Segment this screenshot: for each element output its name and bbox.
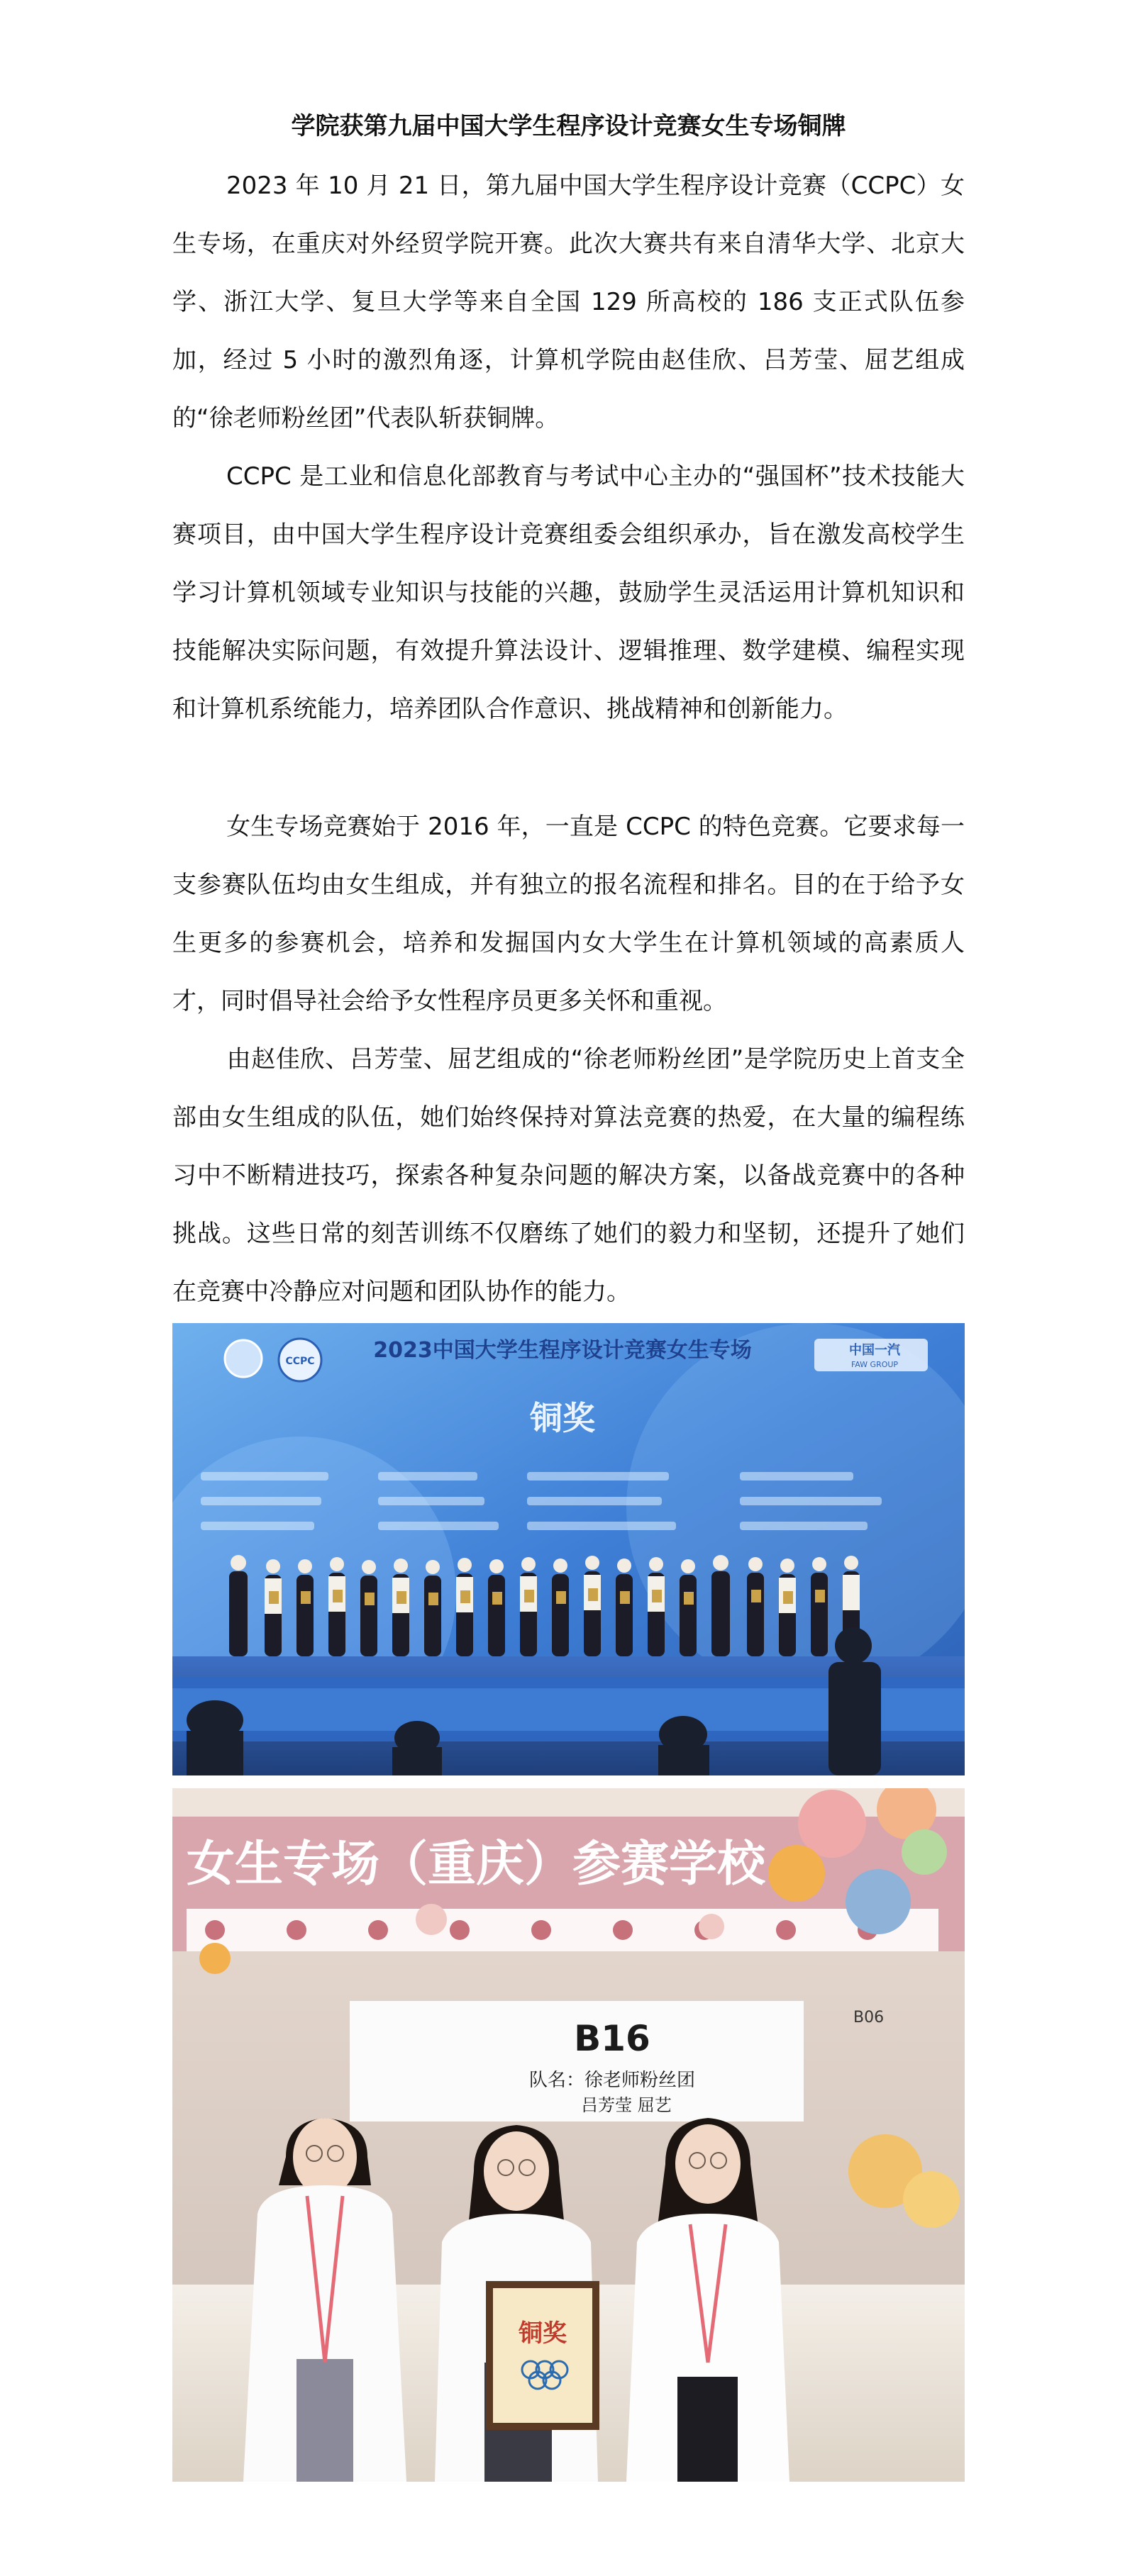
paragraph-3 xyxy=(172,798,965,1030)
school-banner-text: 女生专场（重庆）参赛学校 xyxy=(187,1836,766,1892)
award-title: 铜奖 xyxy=(530,1399,595,1437)
neighbor-booth-number: B06 xyxy=(853,2009,885,2026)
paragraph-4 xyxy=(172,1030,965,1321)
paragraph-2-text: CCPC 是工业和信息化部教育与考试中心主办的“强国杯”技术技能大赛项目，由中国大学生程序设计竞赛组委会组织承办，旨在激发高校学生学习计算机领域专业知识与技能的兴趣，鼓励学生灵活运用计算机知识和技能解决实际问题，有效提升算法设计、逻辑推理、数学建模、编程实现和计算机系统能力，培养团队合作意识、挑战精神和创新能力。 xyxy=(172,462,965,723)
article-title: 学院获第九届中国大学生程序设计竞赛女生专场铜牌 xyxy=(291,112,846,140)
paragraph-1 xyxy=(172,157,965,447)
ceremony-banner-title: 2023中国大学生程序设计竞赛女生专场 xyxy=(373,1338,752,1363)
ccpc-emblem-icon xyxy=(225,1340,262,1377)
certificate-text: 铜奖 xyxy=(519,2319,567,2348)
award-ceremony-image xyxy=(172,1323,965,1775)
paragraph-1-text: 2023 年 10 月 21 日，第九届中国大学生程序设计竞赛（CCPC）女生专场，在重庆对外经贸学院开赛。此次大赛共有来自清华大学、北京大学、浙江大学、复旦大学等来自全国 129 所高校的 186 支正式队伍参加，经过 5 小时的激烈角逐，计算机学院由赵佳欣、吕芳莹、屈艺组成的“徐老师粉丝团”代表队斩获铜牌。 xyxy=(172,172,965,433)
paragraph-4-text: 由赵佳欣、吕芳莹、屈艺组成的“徐老师粉丝团”是学院历史上首支全部由女生组成的队伍，她们始终保持对算法竞赛的热爱，在大量的编程练习中不断精进技巧，探索各种复杂问题的解决方案，以备战竞赛中的各种挑战。这些日常的刻苦训练不仅磨练了她们的毅力和坚韧，还提升了她们在竞赛中冷静应对问题和团队协作的能力。 xyxy=(172,1045,965,1306)
booth-member-names: 吕芳莹 屈艺 xyxy=(581,2095,672,2115)
team-photo-image xyxy=(172,1788,965,2482)
ccpc-logo-label: CCPC xyxy=(285,1356,315,1367)
award-ceremony-photo xyxy=(172,1323,965,1775)
booth-team-name: 队名：徐老师粉丝团 xyxy=(528,2070,696,2091)
sponsor-sub-label: FAW GROUP xyxy=(850,1360,899,1369)
paragraph-2 xyxy=(172,447,965,738)
team-photo xyxy=(172,1788,965,2482)
sponsor-label: 中国一汽 xyxy=(849,1343,900,1358)
paragraph-3-text: 女生专场竞赛始于 2016 年，一直是 CCPC 的特色竞赛。它要求每一支参赛队伍均由女生组成，并有独立的报名流程和排名。目的在于给予女生更多的参赛机会，培养和发掘国内女大学生在计算机领域的高素质人才，同时倡导社会给予女性程序员更多关怀和重视。 xyxy=(172,813,965,1015)
booth-number: B16 xyxy=(574,2018,650,2059)
